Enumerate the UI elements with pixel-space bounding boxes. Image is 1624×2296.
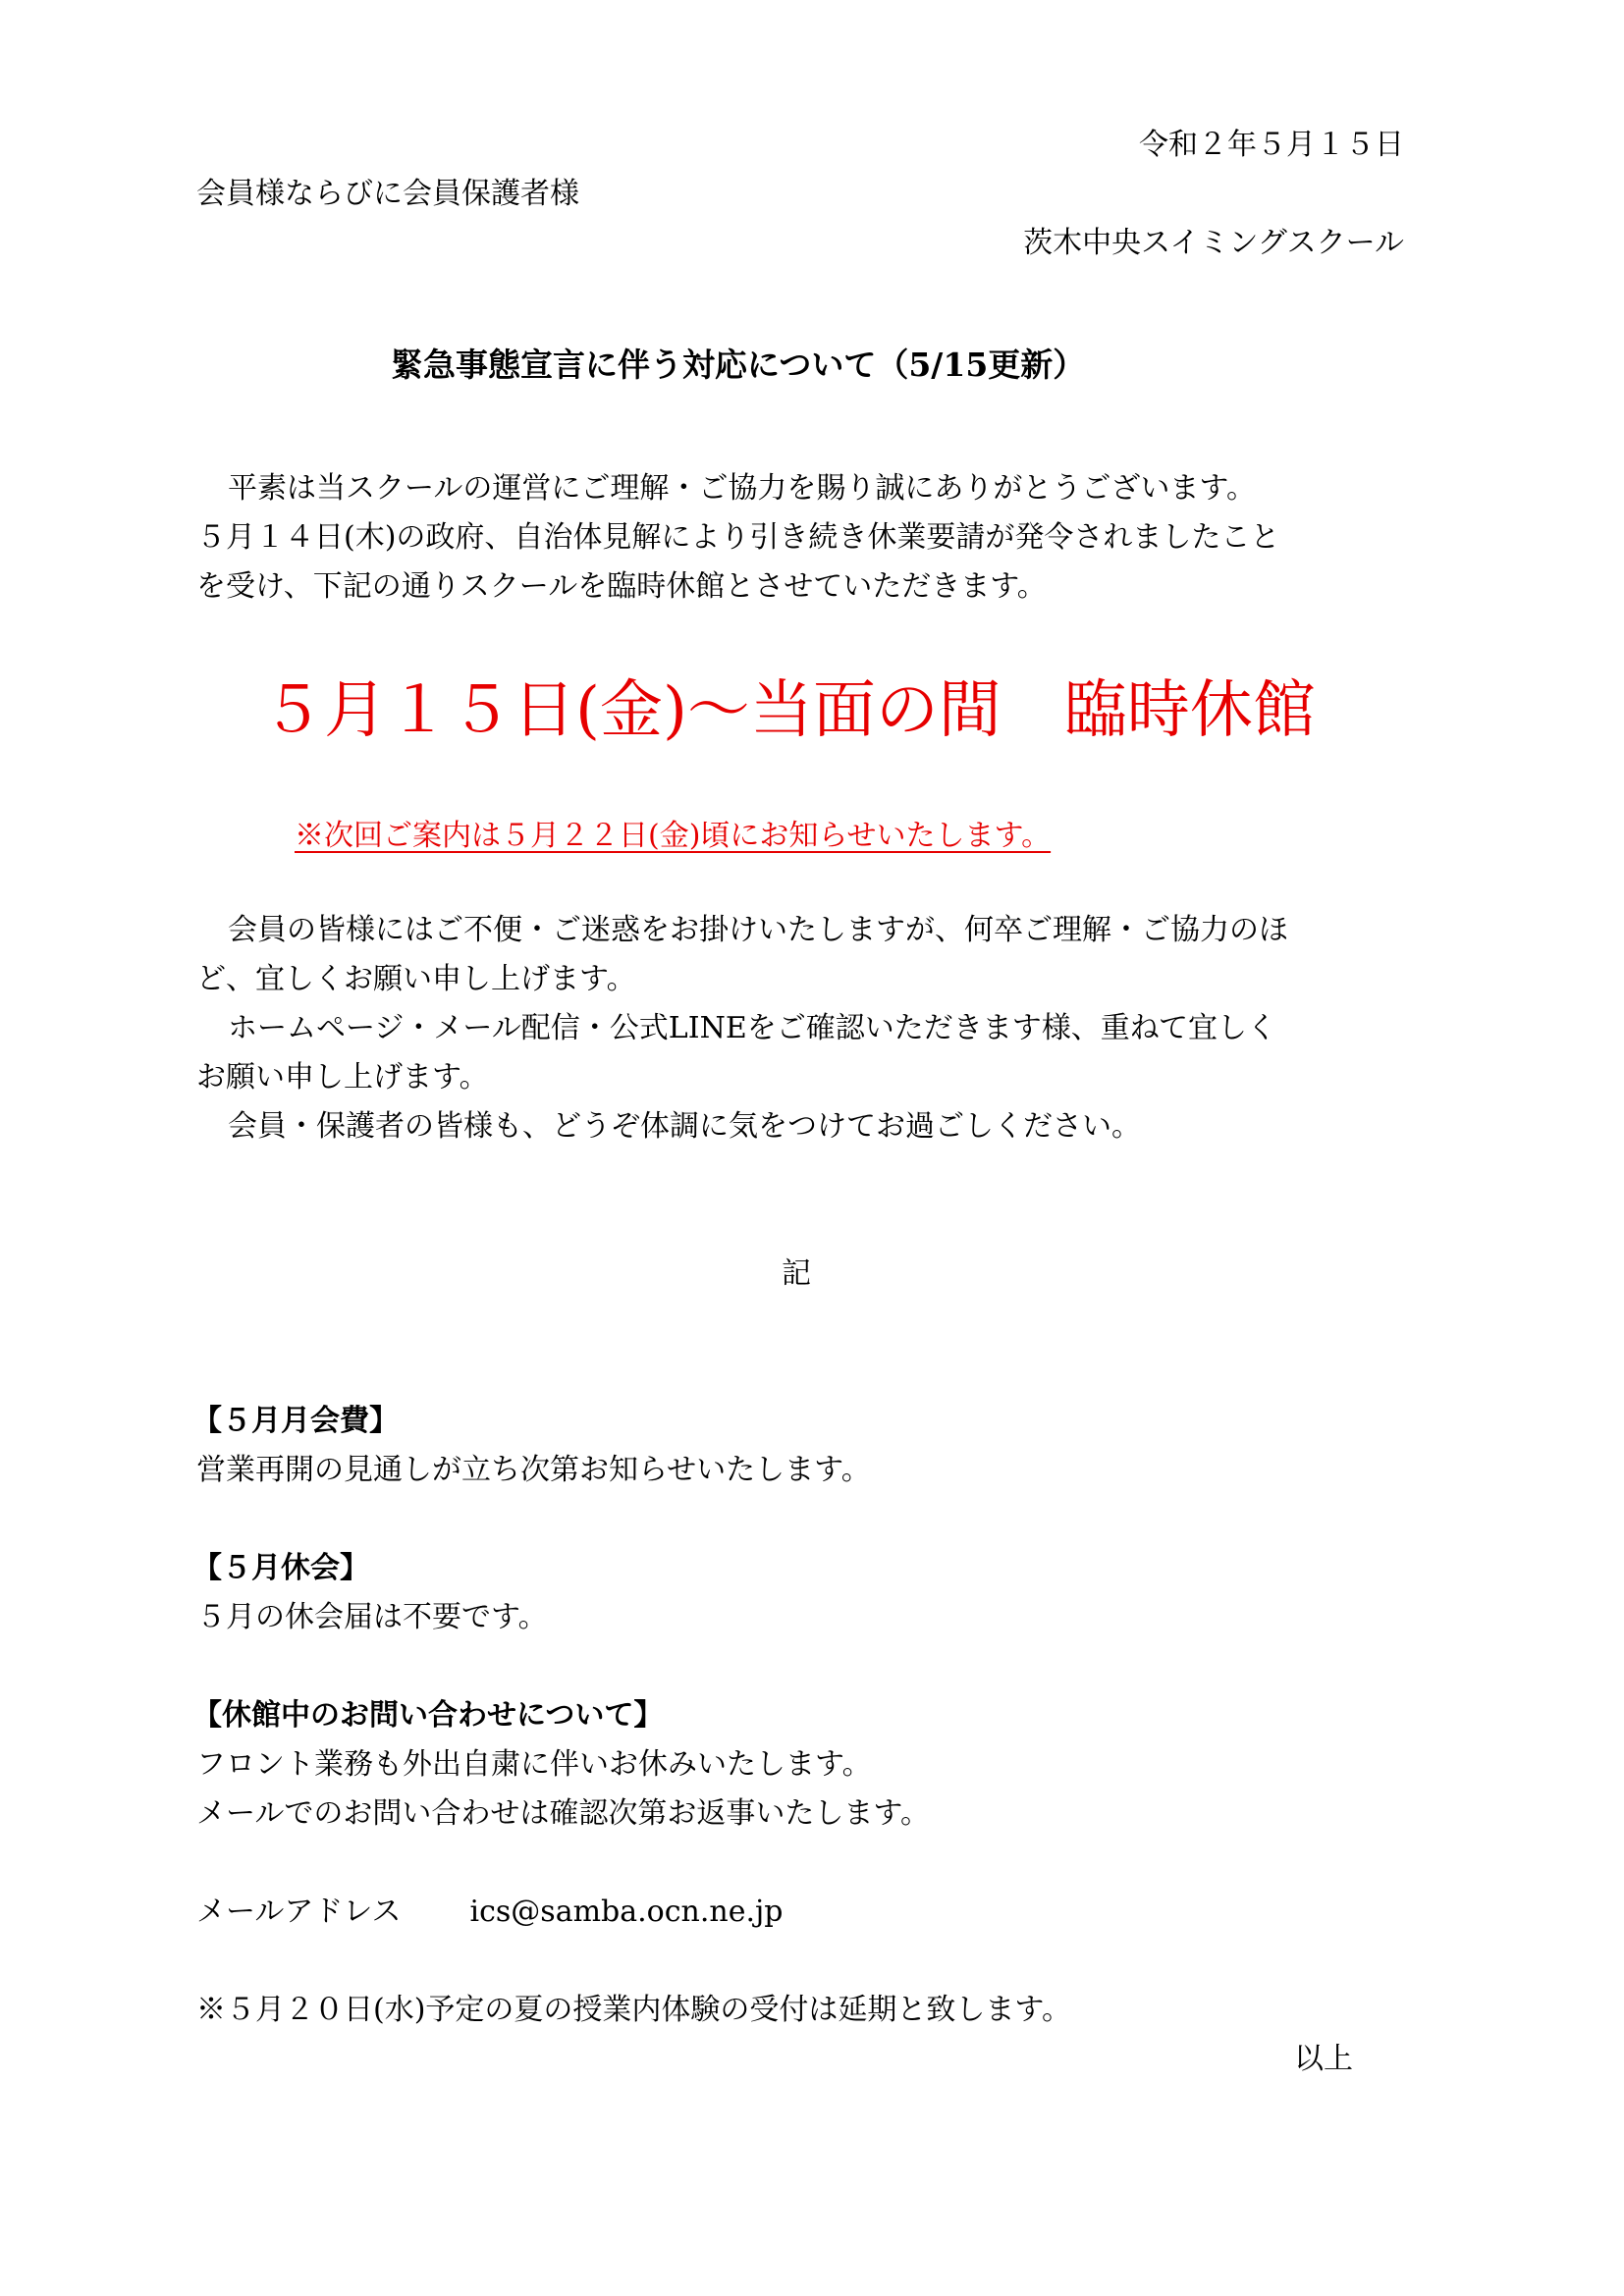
email-row [196,1891,783,1934]
next-notice: ※次回ご案内は５月２２日(金)頃にお知らせいたします。 [295,819,1052,853]
contact-text-2: メールでのお問い合わせは確認次第お返事いたします。 [196,1796,930,1831]
postponement-note: ※５月２０日(水)予定の夏の授業内体験の受付は延期と致します。 [196,1993,1072,2027]
fee-heading: 【５月月会費】 [192,1404,399,1438]
contact-heading: 【休館中のお問い合わせについて】 [192,1698,664,1733]
email-address[interactable]: ics@samba.ocn.ne.jp [469,1895,784,1929]
body-p1-line-2: ど、宜しくお願い申し上げます。 [196,962,636,996]
body-p2-line-2: お願い申し上げます。 [196,1060,489,1095]
closing-mark: 以上 [1294,2042,1353,2076]
leave-heading: 【５月休会】 [192,1551,369,1585]
closure-headline: ５月１５日(金)～当面の間 臨時休館 [261,674,1316,747]
document-title: 緊急事態宣言に伴う対応について（5/15更新） [391,346,1086,384]
sender: 茨木中央スイミングスクール [1023,226,1404,260]
document-date: 令和２年５月１５日 [1139,128,1404,162]
intro-line-3: を受け、下記の通りスクールを臨時休館とさせていただきます。 [196,569,1047,604]
body-p1-line-1: 会員の皆様にはご不便・ご迷惑をお掛けいたしますが、何卒ご理解・ご協力のほ [228,913,1288,947]
fee-text: 営業再開の見通しが立ち次第お知らせいたします。 [196,1453,871,1487]
intro-line-2: ５月１４日(木)の政府、自治体見解により引き続き休業要請が発令されましたこと [196,520,1280,555]
ki-marker: 記 [782,1256,811,1291]
contact-text-1: フロント業務も外出自粛に伴いお休みいたします。 [196,1747,872,1782]
body-p3-line-1: 会員・保護者の皆様も、どうぞ体調に気をつけてお過ごしください。 [228,1109,1141,1144]
body-p2-line-1: ホームページ・メール配信・公式LINEをご確認いただきます様、重ねて宜しく [228,1011,1276,1045]
recipient: 会員様ならびに会員保護者様 [196,177,579,211]
leave-text: ５月の休会届は不要です。 [196,1600,548,1634]
intro-line-1: 平素は当スクールの運営にご理解・ご協力を賜り誠にありがとうございます。 [228,471,1256,506]
email-label: メールアドレス [196,1895,402,1929]
